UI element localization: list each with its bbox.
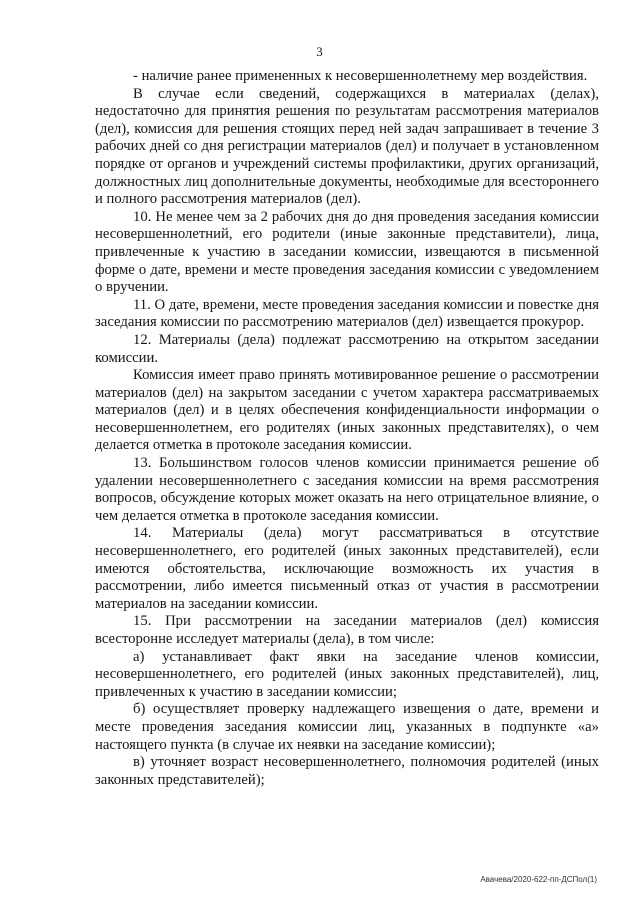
- paragraph-closed-session: Комиссия имеет право принять мотивированное решение о рассмотрении материалов (дел) на закрытом заседании с учетом характера рассматриваемых материалов (дел) и в целях обеспечения конфиденциальности информации о несовершеннолетнем, его родителях (иных законных представителях), о чем делается отметка в протоколе заседания комиссии.: [95, 367, 599, 454]
- paragraph-prior-measures: - наличие ранее примененных к несовершеннолетнему мер воздействия.: [133, 68, 588, 84]
- paragraph-item-15: 15. При рассмотрении на заседании материалов (дел) комиссия всесторонне исследует материалы (дела), в том числе:: [95, 613, 599, 647]
- paragraph-item-10: 10. Не менее чем за 2 рабочих дня до дня проведения заседания комиссии несовершеннолетний, его родители (иные законные представители), лица, привлеченные к участию в заседании комиссии, извещаются в письменной форме о дате, времени и месте проведения заседания комиссии с уведомлением о вручении.: [95, 208, 599, 296]
- paragraph-item-12: 12. Материалы (дела) подлежат рассмотрению на открытом заседании комиссии.: [95, 331, 599, 366]
- document-footer-reference: Авачева/2020-622-пп-ДСПол(1): [480, 875, 597, 884]
- paragraph-subitem-v: в) уточняет возраст несовершеннолетнего, полномочия родителей (иных законных представителей);: [95, 754, 599, 788]
- paragraph-item-13: 13. Большинством голосов членов комиссии принимается решение об удалении несовершеннолетнего с заседания комиссии на время рассмотрения вопросов, обсуждение которых может оказать на него отрицательное влияние, о чем делается отметка в протоколе заседания комиссии.: [95, 455, 599, 524]
- paragraph-item-11: 11. О дате, времени, месте проведения заседания комиссии и повестке дня заседания комиссии по рассмотрению материалов (дел) извещается прокурор.: [95, 296, 599, 331]
- paragraph-subitem-a: а) устанавливает факт явки на заседание членов комиссии, несовершеннолетнего, его родителей (иных законных представителей), лиц, привлеченных к участию в заседании комиссии;: [95, 648, 599, 700]
- paragraph-item-14: 14. Материалы (дела) могут рассматриваться в отсутствие несовершеннолетнего, его родителей (иных законных представителей), если имеются обстоятельства, исключающие возможность их участия в рассмотрении, либо имеется письменный отказ от участия в рассмотрении материалов на заседании комиссии.: [95, 525, 599, 612]
- document-body: [95, 68, 599, 789]
- paragraph-insufficient-info: В случае если сведений, содержащихся в материалах (делах), недостаточно для принятия решения по результатам рассмотрения материалов (дел), комиссия для решения стоящих перед ней задач запрашивает в течение 3 рабочих дней со дня регистрации материалов (дел) и получает в установленном порядке от органов и учреждений системы профилактики, других организаций, должностных лиц дополнительные документы, необходимые для всестороннего и полного рассмотрения материалов (дел).: [95, 85, 599, 208]
- page-number: 3: [316, 44, 323, 59]
- paragraph-subitem-b: б) осуществляет проверку надлежащего извещения о дате, времени и месте проведения заседания комиссии лиц, указанных в подпункте «а» настоящего пункта (в случае их неявки на заседание комиссии);: [95, 701, 599, 753]
